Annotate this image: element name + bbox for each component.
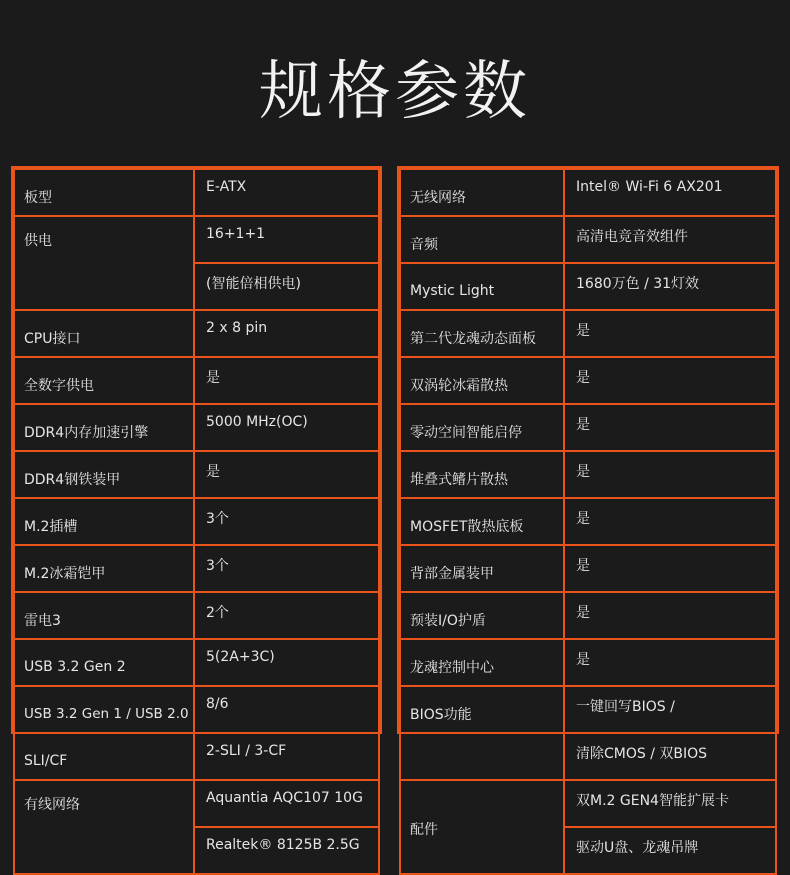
table-row [400,169,776,216]
spec-label: BIOS功能 [400,686,564,733]
spec-label: 板型 [14,169,194,216]
spec-value: 是 [564,545,776,592]
table-row [14,216,379,263]
table-row [400,592,776,639]
table-row [400,310,776,357]
spec-label: CPU接口 [14,310,194,357]
spec-label: DDR4内存加速引擎 [14,404,194,451]
table-row [14,451,379,498]
table-row [400,451,776,498]
spec-value: 2-SLI / 3-CF [194,733,379,780]
table-row [14,169,379,216]
spec-label: 供电 [14,216,194,310]
table-row [400,780,776,827]
spec-value: 一键回写BIOS / [564,686,776,733]
spec-label: 零动空间智能启停 [400,404,564,451]
spec-value: 5000 MHz(OC) [194,404,379,451]
spec-label: USB 3.2 Gen 1 / USB 2.0 [14,686,194,733]
table-row [400,733,776,780]
spec-value: Realtek® 8125B 2.5G [194,827,379,874]
spec-value: Aquantia AQC107 10G [194,780,379,827]
spec-label: 配件 [400,780,564,874]
spec-label: MOSFET散热底板 [400,498,564,545]
spec-label: 预装I/O护盾 [400,592,564,639]
spec-value: 驱动U盘、龙魂吊牌 [564,827,776,874]
table-row [400,263,776,310]
table-row [400,545,776,592]
spec-label: 全数字供电 [14,357,194,404]
spec-label: 有线网络 [14,780,194,874]
spec-value: 是 [564,357,776,404]
table-row [400,686,776,733]
spec-label [400,733,564,780]
spec-label: M.2插槽 [14,498,194,545]
table-row [14,545,379,592]
spec-value: Intel® Wi-Fi 6 AX201 [564,169,776,216]
spec-value: 5(2A+3C) [194,639,379,686]
spec-value: 是 [564,404,776,451]
spec-label: Mystic Light [400,263,564,310]
spec-value: 是 [564,451,776,498]
spec-value: 是 [194,357,379,404]
spec-value: 3个 [194,498,379,545]
table-row [14,592,379,639]
table-row [400,404,776,451]
spec-table-right [397,166,779,856]
spec-value: 是 [564,592,776,639]
spec-label: 音频 [400,216,564,263]
spec-label: DDR4钢铁装甲 [14,451,194,498]
spec-label: USB 3.2 Gen 2 [14,639,194,686]
spec-value: 双M.2 GEN4智能扩展卡 [564,780,776,827]
spec-label: 双涡轮冰霜散热 [400,357,564,404]
table-row [400,216,776,263]
table-row [14,733,379,780]
page-title: 规格参数 [259,55,531,129]
table-row [14,498,379,545]
spec-label: 龙魂控制中心 [400,639,564,686]
table-row [14,780,379,827]
spec-table-left [11,166,382,853]
spec-value: 2 x 8 pin [194,310,379,357]
spec-label: 无线网络 [400,169,564,216]
spec-value: 是 [564,310,776,357]
spec-value: 是 [564,639,776,686]
spec-label: 雷电3 [14,592,194,639]
spec-value: 是 [564,498,776,545]
spec-value: 3个 [194,545,379,592]
spec-label: 堆叠式鳍片散热 [400,451,564,498]
spec-value: 清除CMOS / 双BIOS [564,733,776,780]
spec-value: 2个 [194,592,379,639]
table-row [14,639,379,686]
table-row [400,357,776,404]
table-row [14,357,379,404]
spec-value: (智能倍相供电) [194,263,379,310]
spec-value: 8/6 [194,686,379,733]
table-row [400,639,776,686]
table-row [400,498,776,545]
spec-value: 1680万色 / 31灯效 [564,263,776,310]
spec-label: SLI/CF [14,733,194,780]
spec-value: E-ATX [194,169,379,216]
table-row [14,310,379,357]
table-row [14,404,379,451]
spec-label: M.2冰霜铠甲 [14,545,194,592]
spec-label: 第二代龙魂动态面板 [400,310,564,357]
table-row [14,686,379,733]
spec-value: 是 [194,451,379,498]
spec-value: 16+1+1 [194,216,379,263]
spec-label: 背部金属装甲 [400,545,564,592]
spec-value: 高清电竞音效组件 [564,216,776,263]
